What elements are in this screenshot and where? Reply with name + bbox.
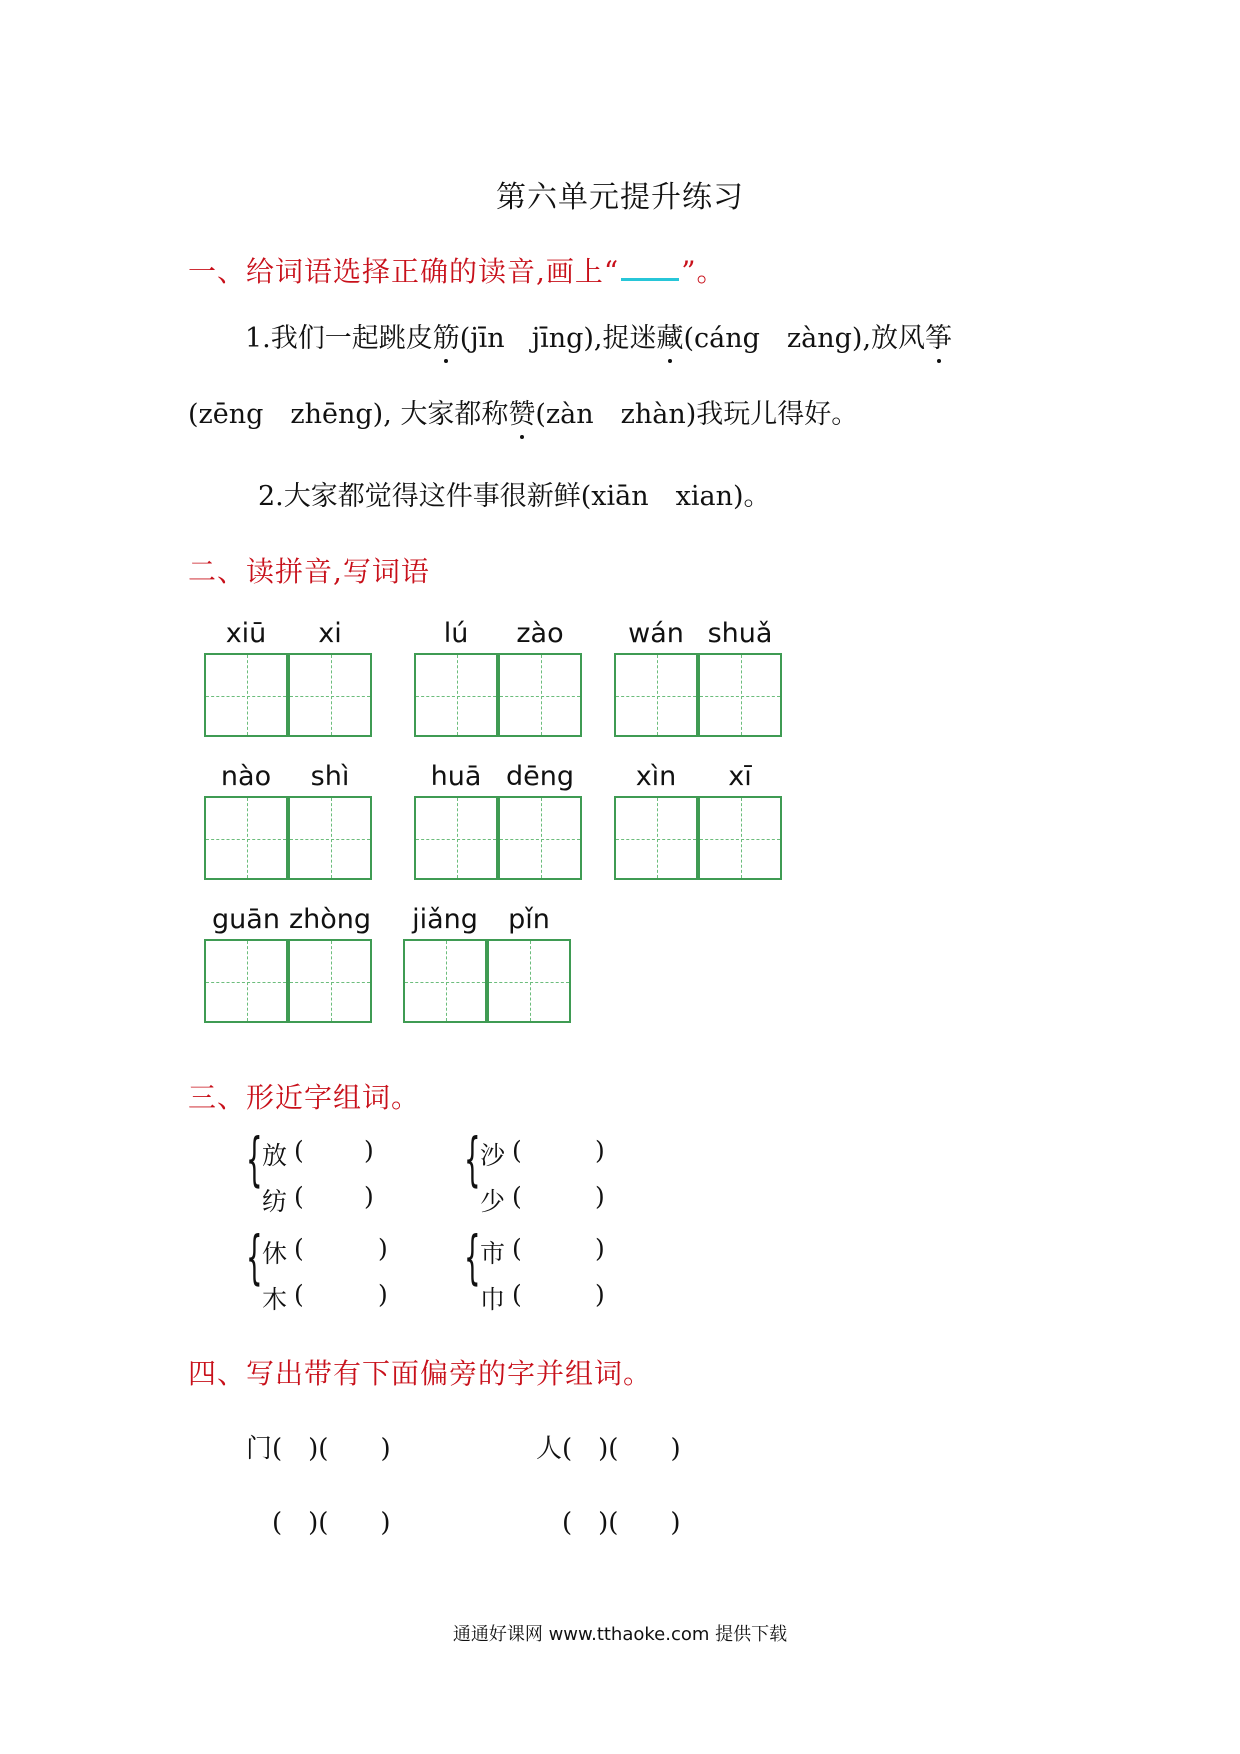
q1-text-a: 1.我们一起跳皮 (245, 323, 433, 354)
brace: { (464, 1223, 481, 1291)
paren-open: ( (512, 1280, 522, 1309)
pinyin: jiǎng (412, 904, 478, 935)
paren-open: ( (294, 1182, 304, 1211)
pinyin: pǐn (508, 904, 550, 935)
q1-dotted-char-3: 筝 (925, 316, 952, 355)
radical-row-2b (562, 1502, 681, 1539)
pinyin: guān (212, 904, 280, 935)
q1-dotted-char-2: 藏 (657, 316, 684, 355)
similar-char: 沙 (480, 1141, 506, 1170)
pinyin: xiū (225, 618, 267, 649)
radical-row-1b (536, 1428, 681, 1465)
page-title: 第六单元提升练习 (496, 180, 744, 215)
paren-close: ) (378, 1234, 388, 1263)
writing-box[interactable] (288, 796, 372, 880)
question-1-line-2 (188, 392, 858, 431)
pinyin: nào (220, 761, 272, 792)
writing-box[interactable] (614, 796, 698, 880)
q1-dotted-char-1: 筋 (433, 316, 460, 355)
writing-box[interactable] (698, 796, 782, 880)
writing-box[interactable] (614, 653, 698, 737)
writing-box[interactable] (204, 939, 288, 1023)
paren-close: ) (595, 1182, 605, 1211)
writing-box[interactable] (414, 653, 498, 737)
paren-open: ( (294, 1136, 304, 1165)
section-1-heading-text: 一、给词语选择正确的读音,画上“ (188, 255, 620, 288)
pinyin: xìn (635, 761, 677, 792)
pinyin: dēng (505, 761, 574, 792)
pinyin: zào (516, 618, 564, 649)
q1-text-e: (zàn zhàn)我玩儿得好。 (535, 399, 859, 430)
writing-box[interactable] (204, 653, 288, 737)
writing-box[interactable] (414, 796, 498, 880)
radical-ren: 人 (536, 1434, 563, 1464)
writing-box[interactable] (698, 653, 782, 737)
similar-char: 木 (262, 1285, 288, 1314)
brace: { (246, 1223, 263, 1291)
section-1-heading-end: ”。 (681, 255, 726, 288)
paren-close: ) (378, 1280, 388, 1309)
writing-box[interactable] (288, 939, 372, 1023)
answer-blanks: ( )( ) (562, 1508, 681, 1538)
answer-blanks: ( )( ) (272, 1508, 391, 1538)
pinyin: wán (628, 618, 684, 649)
writing-box[interactable] (498, 653, 582, 737)
writing-box[interactable] (204, 796, 288, 880)
section-4-heading: 四、写出带有下面偏旁的字并组词。 (188, 1357, 653, 1390)
paren-open: ( (512, 1136, 522, 1165)
pinyin: huā (430, 761, 482, 792)
section-1-heading (188, 250, 726, 290)
question-1-line-1 (245, 316, 952, 355)
similar-char: 巾 (480, 1285, 506, 1314)
section-2-heading: 二、读拼音,写词语 (188, 555, 430, 588)
writing-box[interactable] (487, 939, 571, 1023)
pinyin: shì (310, 761, 350, 792)
q1-text-d: (zēng zhēng), 大家都称 (188, 399, 509, 430)
similar-char: 休 (262, 1239, 288, 1268)
radical-row-1 (246, 1428, 391, 1465)
brace: { (464, 1125, 481, 1193)
writing-box[interactable] (288, 653, 372, 737)
pinyin: lú (443, 618, 469, 649)
writing-box[interactable] (403, 939, 487, 1023)
paren-open: ( (294, 1280, 304, 1309)
question-2: 2.大家都觉得这件事很新鲜(xiān xian)。 (258, 481, 771, 512)
pinyin: zhòng (288, 904, 372, 935)
answer-blanks: ( )( ) (562, 1434, 681, 1464)
paren-close: ) (595, 1234, 605, 1263)
paren-open: ( (512, 1234, 522, 1263)
radical-row-2 (272, 1502, 391, 1539)
radical-men: 门 (246, 1434, 273, 1464)
brace: { (246, 1125, 263, 1193)
similar-char: 放 (262, 1141, 288, 1170)
similar-char: 纺 (262, 1187, 288, 1216)
pinyin: xi (318, 618, 342, 649)
paren-close: ) (595, 1280, 605, 1309)
writing-box[interactable] (498, 796, 582, 880)
paren-close: ) (364, 1182, 374, 1211)
q1-dotted-char-4: 赞 (508, 392, 535, 431)
q1-text-b: (jīn jīng),捉迷 (459, 323, 657, 354)
similar-char: 市 (480, 1239, 506, 1268)
paren-close: ) (364, 1136, 374, 1165)
underline-sample (621, 252, 679, 281)
q1-text-c: (cáng zàng),放风 (683, 323, 926, 354)
pinyin: shuǎ (707, 618, 773, 649)
pinyin: xī (728, 761, 752, 792)
paren-open: ( (294, 1234, 304, 1263)
answer-blanks: ( )( ) (272, 1434, 391, 1464)
similar-char: 少 (480, 1187, 506, 1216)
footer: 通通好课网 www.tthaoke.com 提供下载 (452, 1624, 788, 1645)
paren-open: ( (512, 1182, 522, 1211)
section-3-heading: 三、形近字组词。 (188, 1081, 421, 1114)
paren-close: ) (595, 1136, 605, 1165)
